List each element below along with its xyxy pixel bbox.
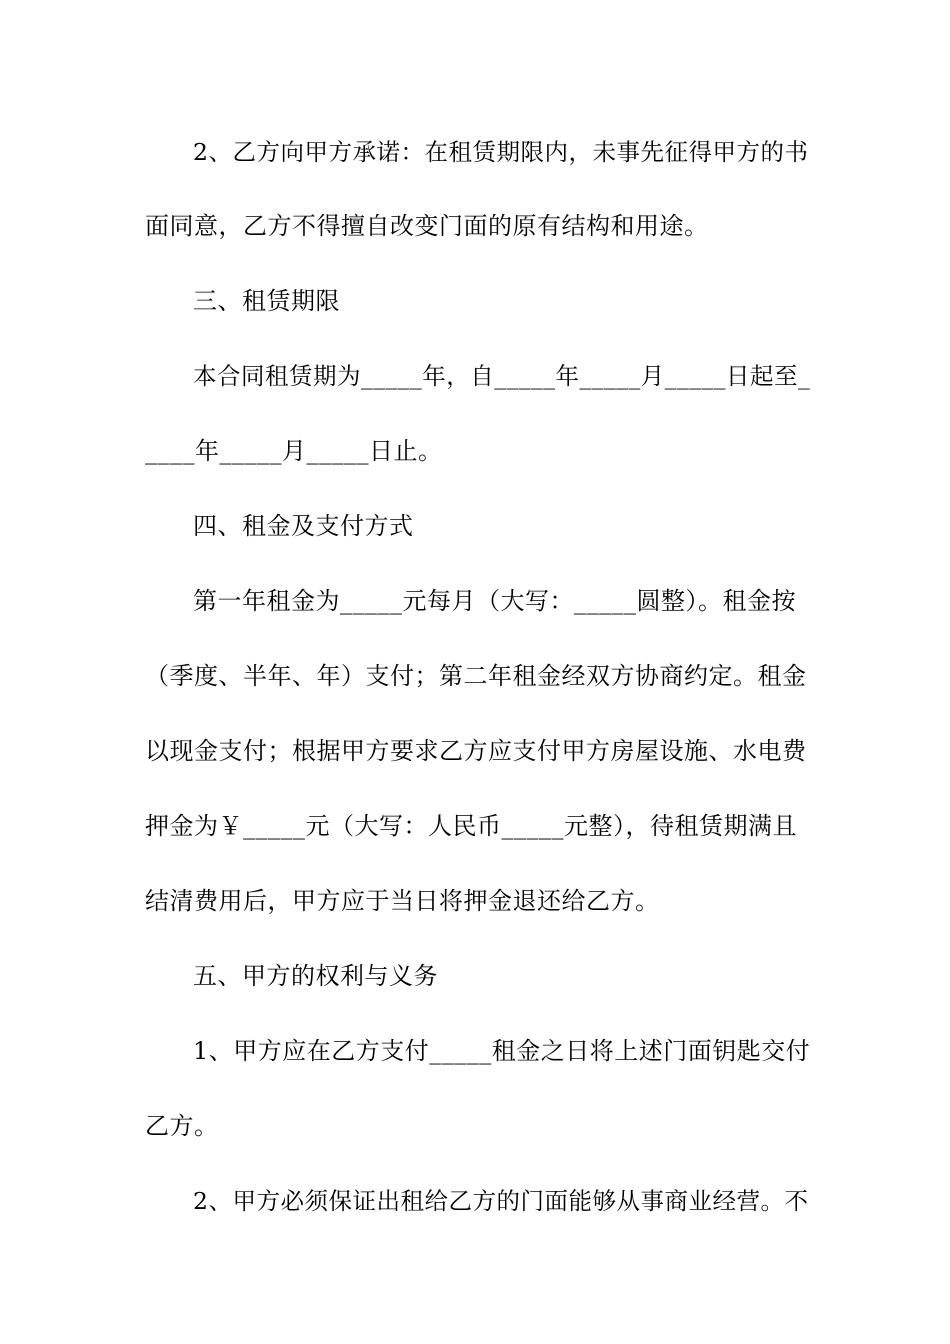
paragraph-line: 1、甲方应在乙方支付_____租金之日将上述门面钥匙交付 (193, 1037, 811, 1065)
paragraph-line: 押金为￥_____元（大写：人民币_____元整），待租赁期满且 (145, 812, 797, 840)
section-heading: 五、甲方的权利与义务 (193, 962, 438, 990)
paragraph-line: 2、乙方向甲方承诺：在租赁期限内，未事先征得甲方的书 (193, 138, 809, 166)
paragraph-line: 第一年租金为_____元每月（大写：_____圆整）。租金按 (193, 587, 796, 615)
paragraph-line: 乙方。 (145, 1112, 219, 1140)
section-heading: 四、租金及支付方式 (193, 512, 414, 540)
paragraph-line: 面同意，乙方不得擅自改变门面的原有结构和用途。 (145, 212, 709, 240)
paragraph-line: 本合同租赁期为_____年，自_____年_____月_____日起至_ (193, 362, 811, 390)
paragraph-line: 以现金支付；根据甲方要求乙方应支付甲方房屋设施、水电费 (145, 737, 807, 765)
paragraph-line: 2、甲方必须保证出租给乙方的门面能够从事商业经营。不 (193, 1187, 809, 1215)
paragraph-line: 结清费用后，甲方应于当日将押金退还给乙方。 (145, 887, 660, 915)
section-heading: 三、租赁期限 (193, 287, 340, 315)
paragraph-line: （季度、半年、年）支付；第二年租金经双方协商约定。租金 (145, 662, 807, 690)
paragraph-line: ____年_____月_____日止。 (145, 437, 443, 465)
